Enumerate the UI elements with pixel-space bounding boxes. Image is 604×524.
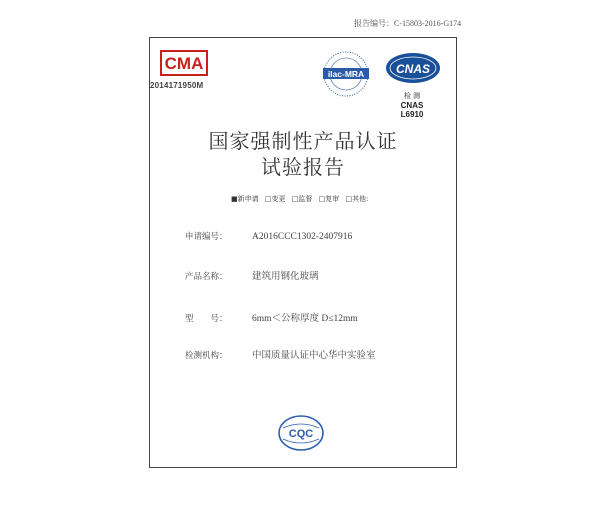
field-model <box>185 310 358 324</box>
option-supervision: □监督 <box>291 195 313 203</box>
cnas-label: 检 测 <box>404 93 420 100</box>
field-label: 检测机构： <box>185 351 228 361</box>
ilac-logo-text: ilac-MRA <box>327 69 365 79</box>
field-value: A2016CCC1302-2407916 <box>252 232 353 242</box>
field-value: 中国质量认证中心华中实验室 <box>252 351 376 361</box>
application-type-options <box>231 194 372 204</box>
cqc-logo-text: CQC <box>288 428 314 440</box>
field-product-name <box>185 268 319 282</box>
option-change: □变更 <box>264 195 286 203</box>
cnas-logo-text: CNAS <box>395 62 431 76</box>
cma-logo-text: CMA <box>164 54 204 73</box>
cnas-code: CNAS L6910 <box>400 101 424 119</box>
report-number: 报告编号：C-15803-2016-G174 <box>354 19 462 28</box>
field-value: 6mm＜公称厚度 D≤12mm <box>252 314 358 324</box>
option-other: □其他: <box>345 195 369 203</box>
field-label: 产品名称： <box>185 272 228 282</box>
title-line-1: 国家强制性产品认证 <box>208 129 398 153</box>
cma-code: 2014171950M <box>150 81 204 90</box>
field-label: 申请编号： <box>185 232 228 242</box>
field-value: 建筑用钢化玻璃 <box>252 272 319 282</box>
option-new: ■新申请 <box>231 195 259 203</box>
option-review: □复审 <box>318 195 340 203</box>
ilac-mra-logo-icon <box>320 48 372 100</box>
title-line-2: 试验报告 <box>261 155 345 179</box>
field-testing-institution <box>185 347 376 361</box>
field-label: 型 号： <box>185 314 228 324</box>
cma-logo-icon <box>160 50 208 76</box>
cqc-logo-icon <box>277 414 325 452</box>
cnas-caption <box>389 92 435 119</box>
field-application-number <box>185 230 352 242</box>
